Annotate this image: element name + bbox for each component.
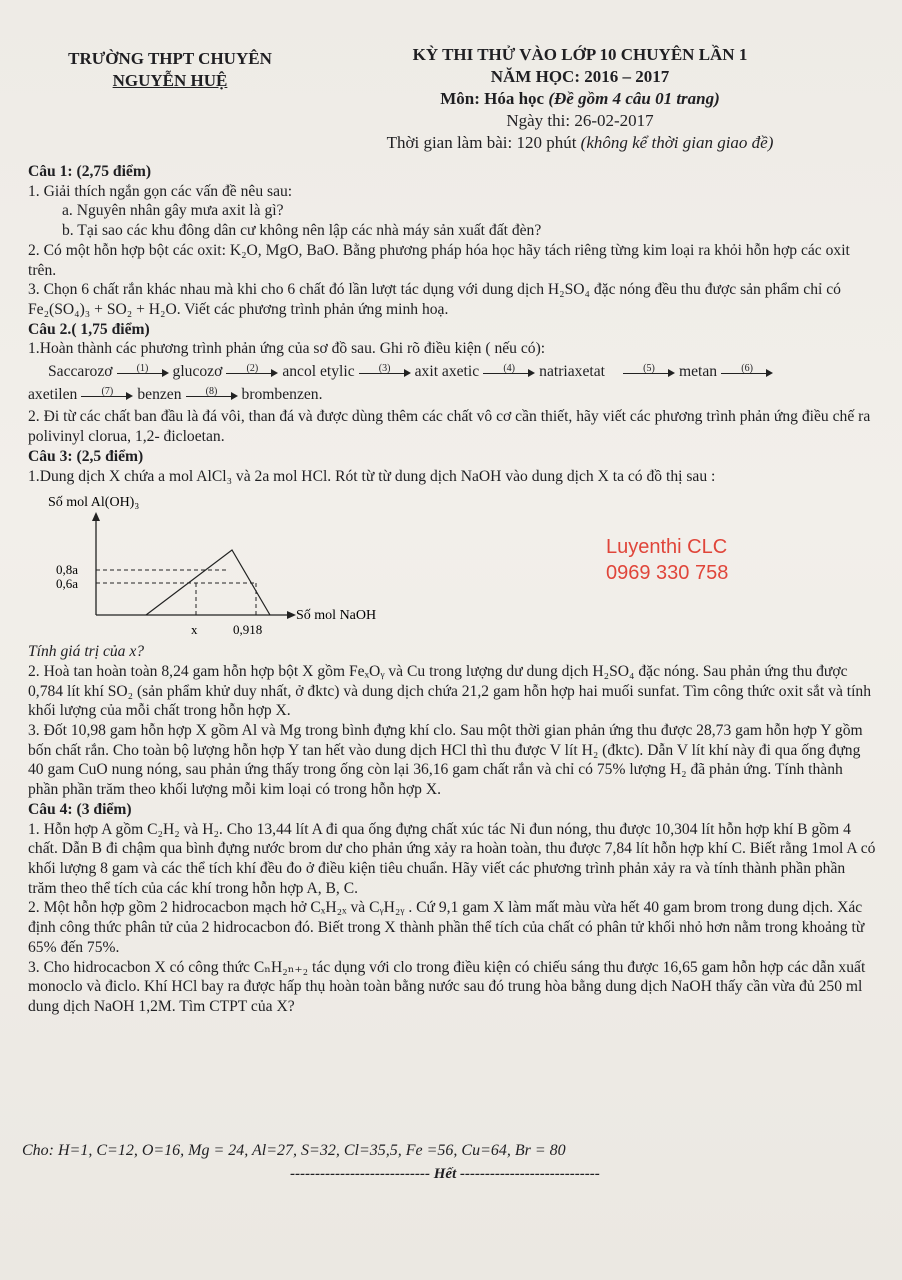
q1-part3: 3. Chọn 6 chất rắn khác nhau mà khi cho 6 chất đó lần lượt tác dụng với dung dịch H₂SO₄ đặc nóng đều thu được sản phẩm chỉ có Fe₂(SO₄)₃ + SO₂ + H₂O. Viết các phương trình phản ứng minh hoạ. <box>28 281 841 318</box>
chain-compound: glucozơ <box>172 363 223 381</box>
q4-part3: 3. Cho hidrocacbon X có công thức CₙH₂ₙ₊₂ tác dụng với clo trong điều kiện có chiếu sáng thu được 16,65 gam hỗn hợp các dẫn xuất monoclo và điclo. Khí HCl bay ra được hấp thụ hoàn toàn bằng nước sau đó trung hòa bằng dung dịch NaOH thấy cần vừa đủ 250 ml dung dịch NaOH 1,2M. Tìm CTPT của X? <box>28 958 866 1015</box>
q1-part1b: b. Tại sao các khu đông dân cư không nên lập các nhà máy sản xuất đất đèn? <box>62 222 542 240</box>
watermark-line1: Luyenthi CLC <box>606 536 728 559</box>
exam-date: Ngày thi: 26-02-2017 <box>506 111 654 130</box>
subject-label: Môn: Hóa học <box>440 89 545 108</box>
duration-line <box>300 132 860 154</box>
chain-compound: axetilen <box>28 385 78 403</box>
q1-part1: 1. Giải thích ngắn gọn các vấn đề nêu sau: <box>28 182 293 200</box>
q3-part3: 3. Đốt 10,98 gam hỗn hợp X gồm Al và Mg trong bình đựng khí clo. Sau một thời gian phản ứng thu được 28,73 gam hỗn hợp Y gồm bốn chất rắn. Cho toàn bộ lượng hỗn hợp Y tan hết vào dung dịch HCl thì thu được V lít H₂ (đktc). Dẫn V lít khí này đi qua ống đựng 40 gam CuO nung nóng, sau phản ứng thấy trong ống còn lại 36,16 gam chất rắn và chỉ có 75% lượng H₂ đã phản ứng. Tính thành phần phần trăm theo khối lượng mỗi kim loại có trong hỗn hợp X. <box>28 722 863 799</box>
duration: Thời gian làm bài: 120 phút <box>386 133 577 152</box>
school-name-line2: NGUYỄN HUỆ <box>112 71 228 90</box>
given-atomic-masses: Cho: H=1, C=12, O=16, Mg = 24, Al=27, S=32, Cl=35,5, Fe =56, Cu=64, Br = 80 <box>22 1142 566 1159</box>
x-axis-arrowhead <box>287 611 296 619</box>
chain-compound: axit axetic <box>414 363 480 381</box>
exam-header <box>300 44 860 154</box>
chain-compound: ancol etylic <box>282 363 355 381</box>
reaction-arrow: (3) <box>359 365 411 379</box>
x-tick-label: 0,918 <box>233 622 263 638</box>
reaction-arrow: (5) <box>623 365 675 379</box>
school-year: NĂM HỌC: 2016 – 2017 <box>490 67 670 86</box>
q3-part1: 1.Dung dịch X chứa a mol AlCl₃ và 2a mol HCl. Rót từ từ dung dịch NaOH vào dung dịch X ta có đồ thị sau : <box>28 467 716 485</box>
chain-compound: brombenzen. <box>241 385 323 403</box>
question-4-title: Câu 4: (3 điểm) <box>28 800 132 818</box>
graph-block <box>28 488 876 638</box>
q1-part1a: a. Nguyên nhân gây mưa axit là gì? <box>62 202 284 220</box>
end-marker: ---------------------------- Hết ---------------------------- <box>290 1166 600 1182</box>
watermark <box>606 534 728 586</box>
reaction-arrow: (6) <box>721 365 773 379</box>
q1-part2: 2. Có một hỗn hợp bột các oxit: K₂O, MgO, BaO. Bằng phương pháp hóa học hãy tách riêng từng kim loại ra khỏi hỗn hợp các oxit trên. <box>28 241 850 279</box>
chain-compound: benzen <box>137 385 182 403</box>
q4-part2: 2. Một hỗn hợp gồm 2 hidrocacbon mạch hở CₓH₂ₓ và CᵧH₂ᵧ . Cứ 9,1 gam X làm mất màu vừa hết 40 gam brom trong dung dịch. Xác định công thức phân tử của 2 hidrocacbon đó. Biết trong X thành phần thể tích của chất có phân tử khối nhỏ hơn nằm trong khoảng từ 65% đến 75%. <box>28 899 865 956</box>
reaction-arrow: (2) <box>226 365 278 379</box>
reaction-arrow: (4) <box>483 365 535 379</box>
y-tick-label: 0,6a <box>56 576 79 592</box>
reaction-arrow: (8) <box>186 388 238 402</box>
q3-ask: Tính giá trị của x? <box>28 643 145 661</box>
reaction-arrow: (1) <box>117 365 169 379</box>
subject-line <box>300 88 860 110</box>
q3-part2: 2. Hoà tan hoàn toàn 8,24 gam hỗn hợp bột X gồm FeₓOᵧ và Cu trong lượng dư dung dịch H₂SO₄ đặc nóng. Sau phản ứng thu được 0,784 lít khí SO₂ (sản phẩm khử duy nhất, ở đktc) và dung dịch chứa 21,2 gam hỗn hợp hai muối sunfat. Tìm công thức oxit sắt và tính khối lượng của mỗi chất trong hỗn hợp X. <box>28 662 872 720</box>
watermark-line2: 0969 330 758 <box>606 562 729 585</box>
q2-part2: 2. Đi từ các chất ban đầu là đá vôi, than đá và được dùng thêm các chất vô cơ cần thiết, hãy viết các phương trình phản ứng điều chế ra polivinyl clorua, 1,2- đicloetan. <box>28 408 871 446</box>
reaction-chain-2 <box>28 385 876 405</box>
exam-title: KỲ THI THỬ VÀO LỚP 10 CHUYÊN LẦN 1 <box>412 45 748 64</box>
question-3-title: Câu 3: (2,5 điểm) <box>28 447 144 465</box>
y-axis-label: Số mol Al(OH)₃ <box>48 495 140 511</box>
q4-part1: 1. Hỗn hợp A gồm C₂H₂ và H₂. Cho 13,44 lít A đi qua ống đựng chất xúc tác Ni đun nóng, thu được 10,304 lít hỗn hợp khí B gồm 4 chất. Dẫn B đi chậm qua bình đựng nước brom dư cho phản ứng xảy ra hoàn toàn, thu được 7,84 lít hỗn hợp khí C. Biết rằng 1mol A có khối lượng 8 gam và các thể tích khí đều đo ở điều kiện tiêu chuẩn. Hãy viết các phương trình phản xảy ra và tính thành phần phần trăm theo thể tích của các khí trong hỗn hợp A, B, C. <box>28 820 876 897</box>
school-name-line1: TRƯỜNG THPT CHUYÊN <box>68 49 272 68</box>
x-tick-label: x <box>191 622 198 638</box>
reaction-arrow: (7) <box>81 388 133 402</box>
exam-body <box>28 162 876 1017</box>
subject-note: (Đề gồm 4 câu 01 trang) <box>548 89 720 108</box>
question-1-title: Câu 1: (2,75 điểm) <box>28 163 152 180</box>
y-tick-label: 0,8a <box>56 562 79 578</box>
duration-note: (không kể thời gian giao đề) <box>580 133 774 152</box>
chain-compound: Saccarozơ <box>48 363 113 381</box>
reaction-chain-1 <box>28 362 876 382</box>
x-axis-label: Số mol NaOH <box>296 608 377 624</box>
chain-compound: natriaxetat <box>539 363 605 381</box>
school-header <box>50 48 290 92</box>
al-oh3-graph <box>28 488 428 638</box>
chain-compound: metan <box>678 363 718 381</box>
y-axis-arrowhead <box>92 512 100 521</box>
q2-part1: 1.Hoàn thành các phương trình phản ứng của sơ đồ sau. Ghi rõ điều kiện ( nếu có): <box>28 340 546 358</box>
question-2-title: Câu 2.( 1,75 điểm) <box>28 320 150 338</box>
